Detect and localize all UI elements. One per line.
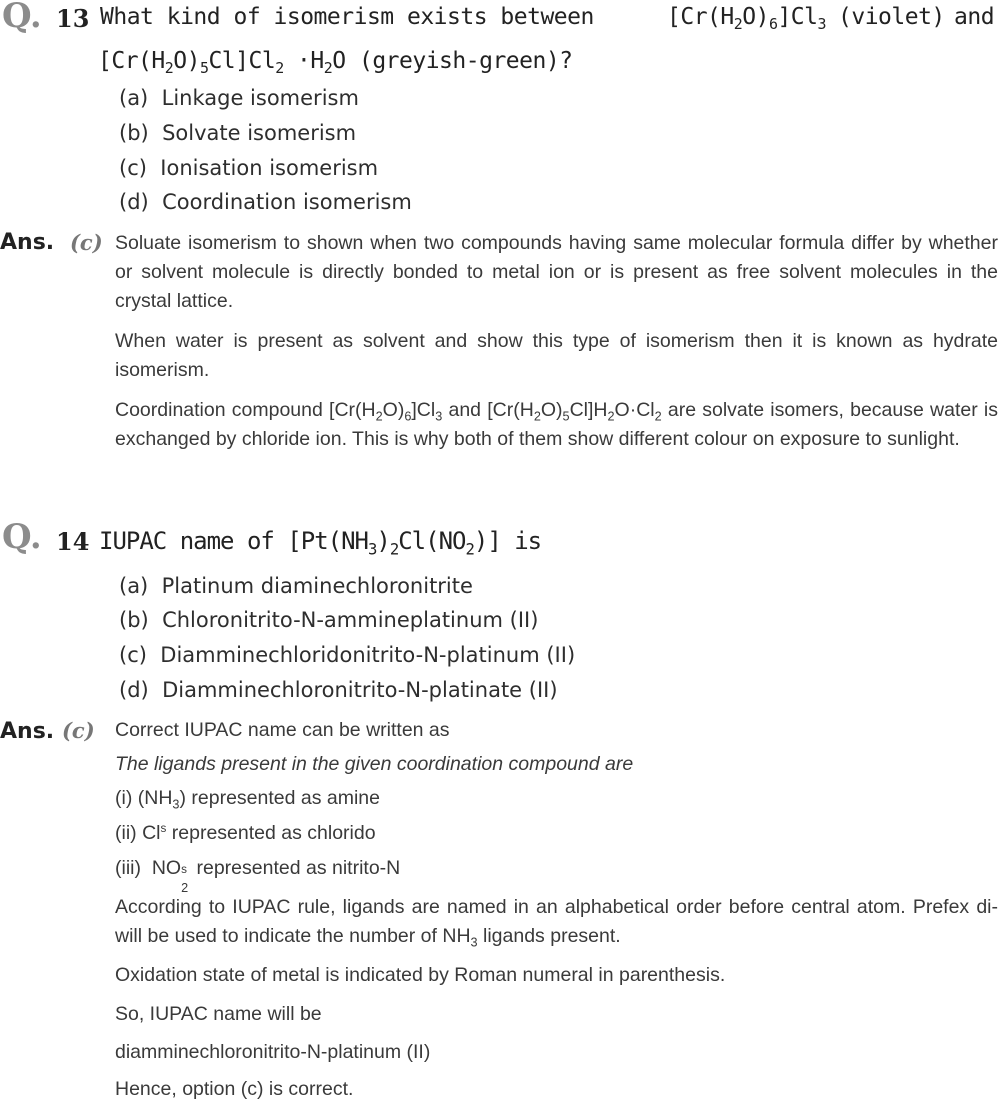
ligand-1-formula: $(NH_3)$ [137,787,186,812]
question-13-stem-line1 [100,4,998,34]
ligand-3: (iii) NO s 2 represented as nitrito-N [115,857,401,895]
question-number-14: 14 [56,527,90,556]
answer-label-13: Ans. [0,230,55,255]
option-13-b: (b) Solvate isomerism [119,121,357,145]
question-13-stem-line2 [98,48,573,78]
violet-label: (violet) [838,4,945,30]
answer-label-14: Ans. [0,719,55,744]
option-13-c: (c) Ionisation isomerism [119,156,379,180]
answer-key-13: (c) [70,230,103,255]
option-14-d: (d) Diamminechloronitrito-N-platinate (II) [119,678,558,702]
answer-14-line2: The ligands present in the given coordination compound are [115,753,634,775]
answer-14-hence: Hence, option (c) is correct. [115,1078,354,1100]
para3-formula-1: $[Cr(H_2O)_6]Cl_3$ [329,399,443,424]
q-marker-14: Q. [2,517,42,557]
answer-14-final-name: diamminechloronitrito-N-platinum (II) [115,1041,431,1063]
answer-14-oxidation: Oxidation state of metal is indicated by Roman numeral in parenthesis. [115,964,726,986]
question-number-13: 13 [56,4,90,33]
option-14-b: (b) Chloronitrito-N-ammineplatinum (II) [119,608,539,632]
formula-pt: $[Pt(NH_3)_2Cl(NO_2)]$ [287,527,501,559]
option-14-a: (a) Platinum diaminechloronitrite [119,574,473,598]
answer-14-rule: According to IUPAC rule, ligands are named in an alphabetical order before central atom. Prefex di-will be used to indicate the number of $NH_3$ ligands present. [115,896,998,950]
q-marker-13: Q. [2,0,42,36]
formula-violet: $[Cr(H_2O)_6]Cl_3$ [667,4,826,34]
option-13-a: (a) Linkage isomerism [119,86,359,110]
answer-key-14: (c) [62,718,95,743]
answer-14-line1: Correct IUPAC name can be written as [115,719,450,741]
answer-13-para2: When water is present as solvent and show this type of isomerism then it is known as hydrate isomerism. [115,330,998,381]
answer-13-para3: Coordination compound $[Cr(H_2O)_6]Cl_3$ and $[Cr(H_2O)_5Cl]H_2O\cdot Cl_2$ are solvate isomers, because water is exchanged by chloride ion. This is why both of them show different colour on exposure to sunlight. [115,399,998,450]
option-14-c: (c) Diamminechloridonitrito-N-platinum (II) [119,643,576,667]
and-word: and [954,4,995,30]
answer-14-so: So, IUPAC name will be [115,1003,322,1025]
para3-formula-2: $[Cr(H_2O)_5Cl]H_2O\cdot Cl_2$ [487,399,662,424]
stem-text: What kind of isomerism exists between [100,4,594,30]
answer-13-para1: Soluate isomerism to shown when two compounds having same molecular formula differ by whether or solvent molecule is directly bonded to metal ion or is present as free solvent molecules in the crystal lattice. [115,232,998,312]
option-13-d: (d) Coordination isomerism [119,190,412,214]
ligand-1: (i) $(NH_3)$ represented as amine [115,787,381,812]
green-label: (greyish-green)? [358,48,573,74]
ligand-2: (ii) Cl$^s$ represented as chlorido [115,821,376,844]
question-14-stem: IUPAC name of $[Pt(NH_3)_2Cl(NO_2)]$ is [99,527,542,559]
formula-green: $[Cr(H_2O)_5Cl]Cl_2 \cdot H_2O$ [98,48,346,78]
